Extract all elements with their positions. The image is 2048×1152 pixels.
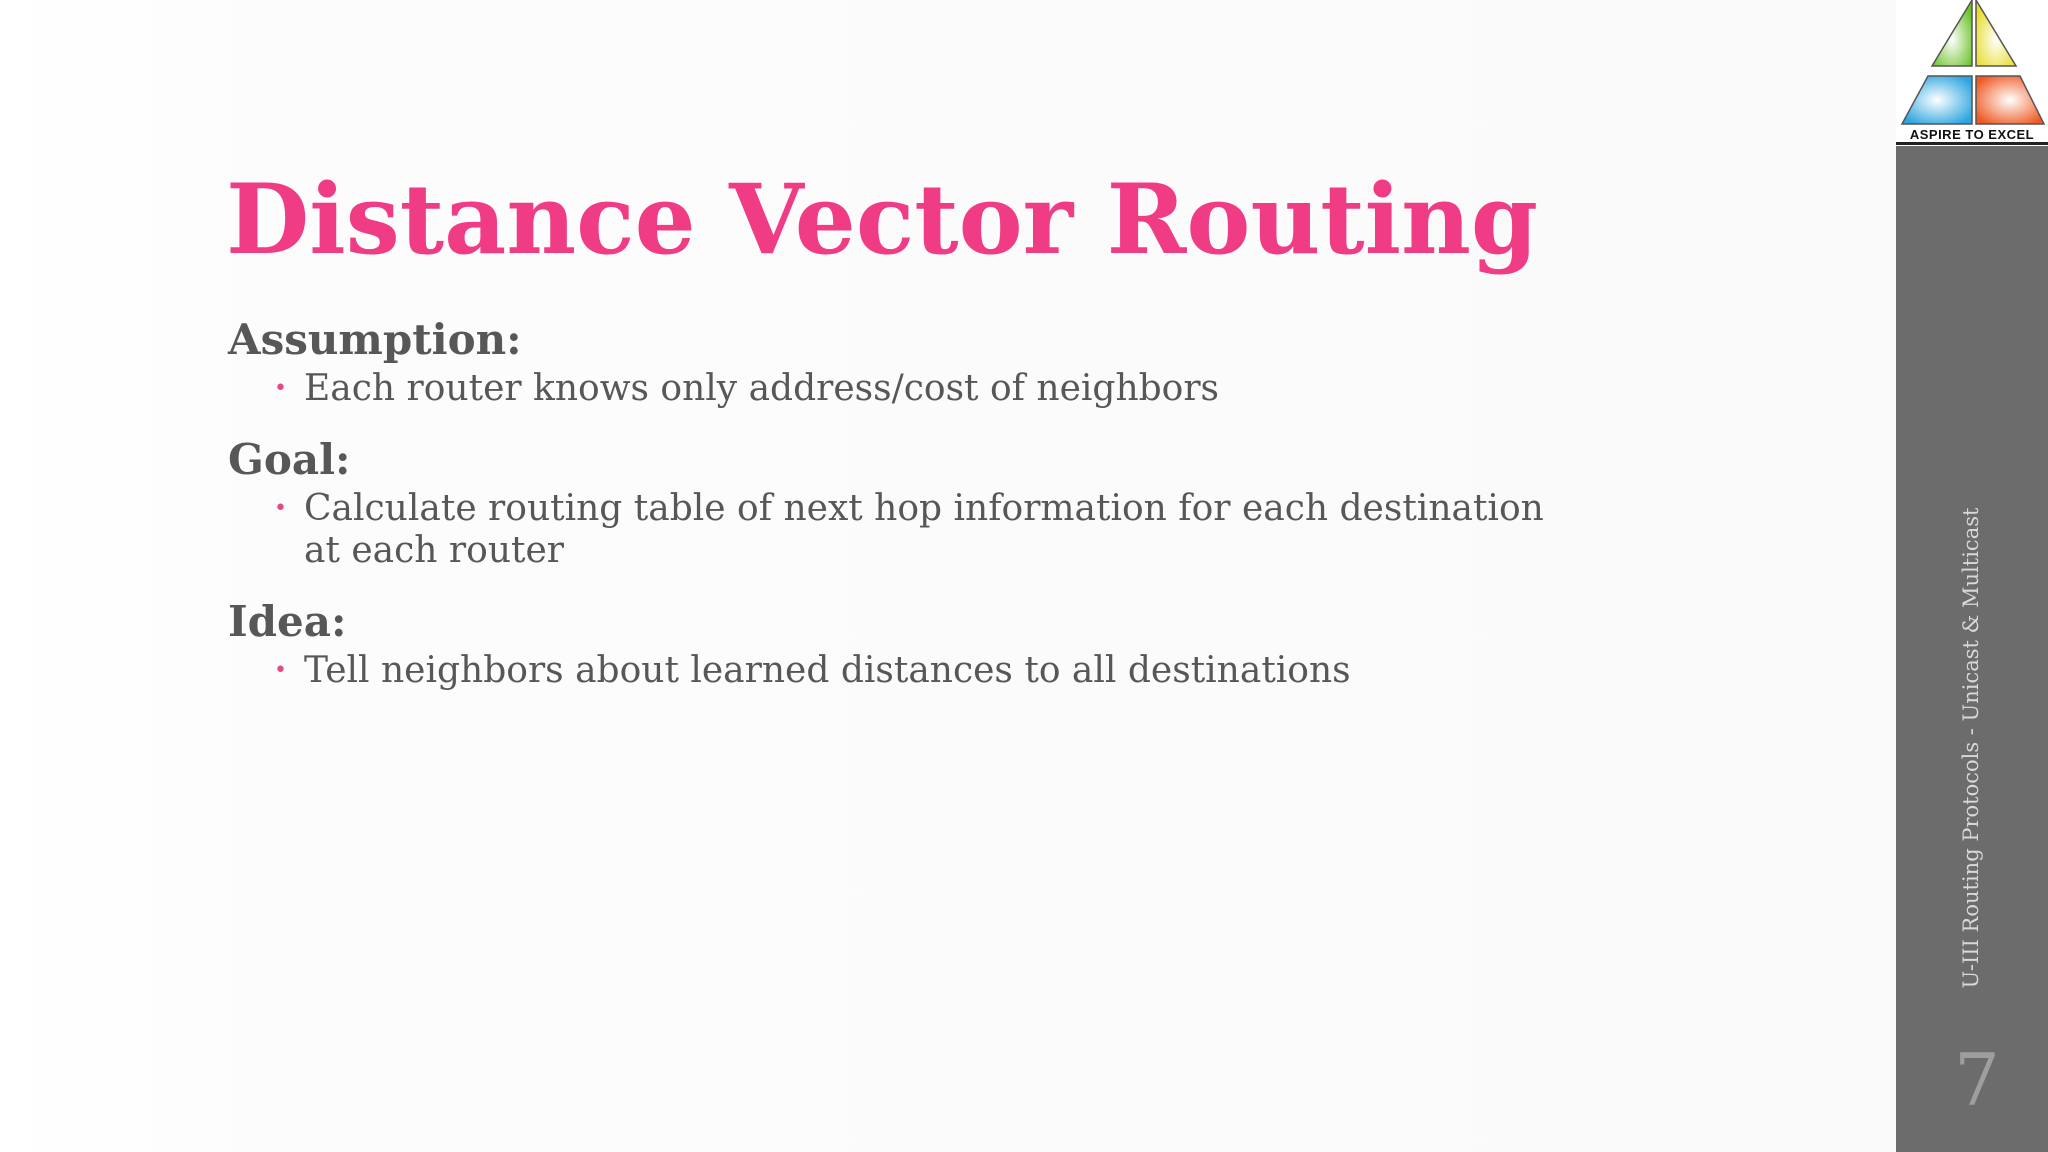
bullet-item — [228, 650, 1588, 692]
bullet-text: Each router knows only address/cost of neighbors — [304, 368, 1220, 409]
bullet-dot-icon: • — [274, 496, 287, 521]
section-heading-assumption: Assumption: — [228, 315, 522, 364]
slide-title: Distance Vector Routing — [226, 163, 1538, 276]
logo — [1896, 0, 2048, 146]
bullet-list-goal — [228, 488, 1588, 572]
bullet-dot-icon: • — [274, 658, 287, 683]
bullet-text: Calculate routing table of next hop information for each destination at each router — [304, 488, 1544, 571]
section-heading-idea: Idea: — [228, 597, 347, 646]
footer-course-title — [1951, 500, 1991, 996]
logo-caption: ASPIRE TO EXCEL — [1896, 128, 2048, 145]
footer-course-title-text: U-III Routing Protocols - Unicast & Multicast — [1959, 507, 1983, 989]
bullet-list-idea — [228, 650, 1588, 692]
bullet-item — [228, 488, 1588, 572]
section-heading-goal: Goal: — [228, 435, 351, 484]
bullet-item — [228, 368, 1588, 410]
pyramid-logo-icon — [1896, 0, 2048, 128]
slide-content — [228, 312, 1588, 714]
page-number: 7 — [1954, 1038, 2000, 1122]
bullet-text: Tell neighbors about learned distances to all destinations — [304, 650, 1351, 691]
bullet-list-assumption — [228, 368, 1588, 410]
bullet-dot-icon: • — [274, 376, 287, 401]
